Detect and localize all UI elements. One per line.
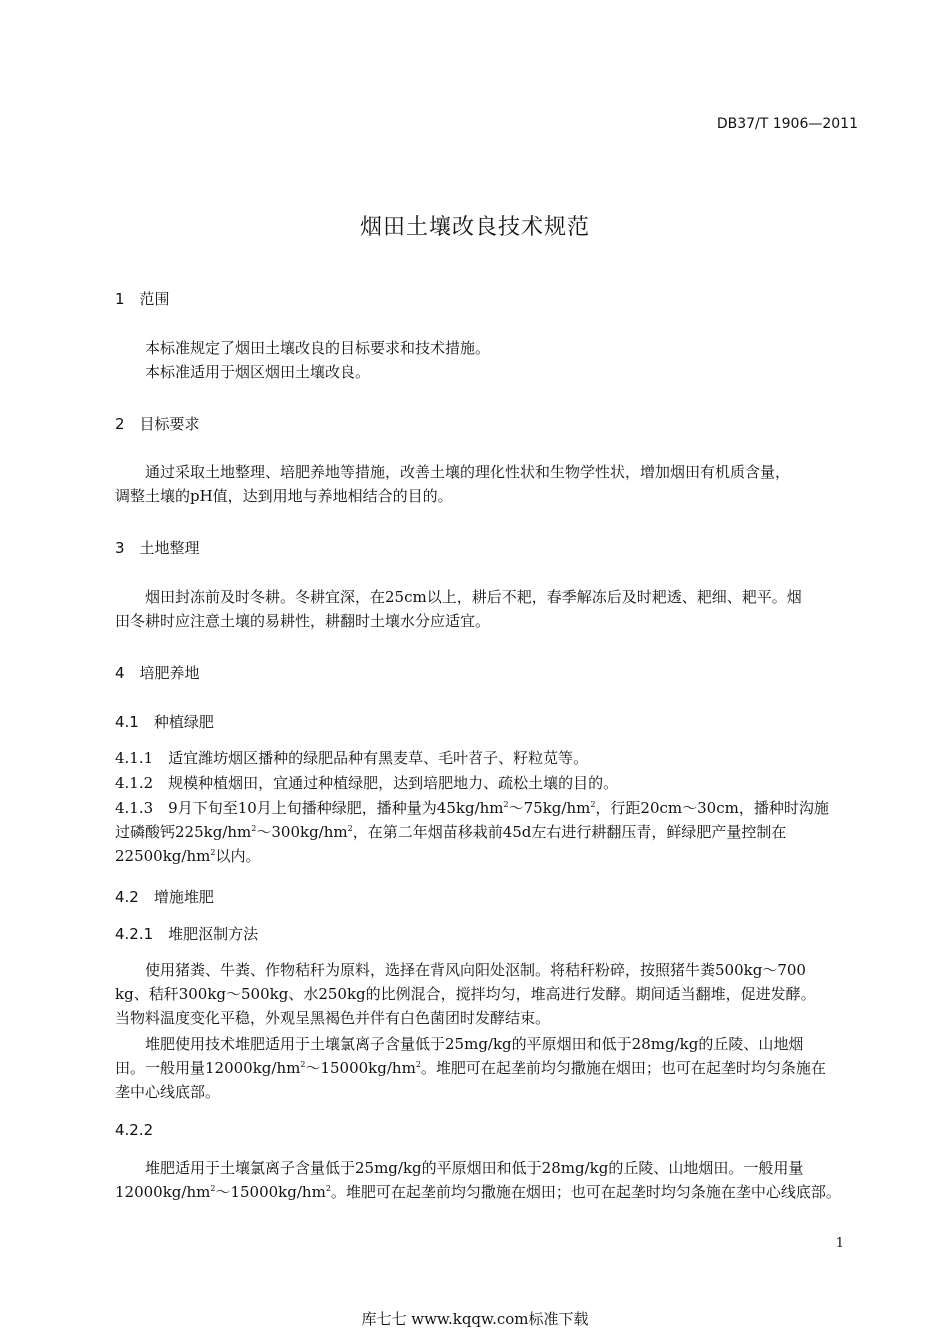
paragraph-line: 本标准规定了烟田土壤改良的目标要求和技术措施。 — [145, 339, 491, 357]
paragraph-line: 烟田封冻前及时冬耕。冬耕宜深，在25cm以上，耕后不耙，春季解冻后及时耙透、耙细、耙平。烟 — [145, 588, 802, 606]
section-2-body — [115, 460, 860, 508]
section-4-heading: 4 培肥养地 — [115, 664, 200, 682]
standard-number: DB37/T 1906—2011 — [716, 116, 858, 132]
page-number: 1 — [835, 1236, 844, 1251]
section-4-2-heading: 4.2 增施堆肥 — [115, 888, 214, 906]
section-4-2-1-heading: 4.2.1 堆肥沤制方法 — [115, 925, 259, 943]
paragraph-line: $12000kg/hm^2\sim 15000kg/hm^2$。堆肥可在起垄前均匀撒施在烟田；也可在起垄时均匀条施在垄中心线底部。 — [115, 1183, 841, 1201]
section-1-heading: 1 范围 — [115, 290, 170, 308]
paragraph-line: 本标准适用于烟区烟田土壤改良。 — [145, 363, 371, 381]
paragraph-line: 堆肥使用技术堆肥适用于土壤氯离子含量低于25mg/kg的平原烟田和低于28mg/kg的丘陵、山地烟 — [145, 1035, 804, 1053]
paragraph-line: 田冬耕时应注意土壤的易耕性，耕翻时土壤水分应适宜。 — [115, 612, 491, 630]
section-4-2-2-heading: 4.2.2 — [115, 1121, 154, 1139]
section-2-heading: 2 目标要求 — [115, 415, 200, 433]
paragraph-line: 垄中心线底部。 — [115, 1083, 221, 1101]
paragraph-line: $22500kg/hm^2$以内。 — [115, 847, 261, 865]
paragraph-line: 4.1.3 9月下旬至10月上旬播种绿肥，播种量为$45kg/hm^2\sim 75kg/hm^2$，行距20cm～30cm，播种时沟施 — [115, 799, 829, 817]
section-4-2-1-paragraph-1 — [115, 958, 860, 1030]
paragraph-line: 调整土壤的pH值，达到用地与养地相结合的目的。 — [115, 487, 453, 505]
section-4-2-1-paragraph-2 — [115, 1032, 860, 1104]
clause-4-1-1: 4.1.1 适宜潍坊烟区播种的绿肥品种有黑麦草、毛叶苕子、籽粒苋等。 — [115, 749, 589, 767]
paragraph-line: 使用猪粪、牛粪、作物秸秆为原料，选择在背风向阳处沤制。将秸秆粉碎，按照猪牛粪500kg～700 — [145, 961, 806, 979]
paragraph-line: kg、秸秆300kg～500kg、水250kg的比例混合，搅拌均匀，堆高进行发酵。期间适当翻堆，促进发酵。 — [115, 985, 816, 1003]
paragraph-line: 通过采取土地整理、培肥养地等措施，改善土壤的理化性状和生物学性状，增加烟田有机质含量， — [145, 463, 791, 481]
footer-source-text: 库七七 www.kqqw.com标准下载 — [361, 1310, 589, 1328]
paragraph-line: 田。一般用量$12000kg/hm^2\sim 15000kg/hm^2$。堆肥可在起垄前均匀撒施在烟田；也可在起垄时均匀条施在 — [115, 1059, 826, 1077]
clause-4-1-2: 4.1.2 规模种植烟田，宜通过种植绿肥，达到培肥地力、疏松土壤的目的。 — [115, 774, 619, 792]
section-3-heading: 3 土地整理 — [115, 539, 200, 557]
section-1-body — [115, 336, 860, 384]
section-4-1-heading: 4.1 种植绿肥 — [115, 713, 214, 731]
paragraph-line: 堆肥适用于土壤氯离子含量低于25mg/kg的平原烟田和低于28mg/kg的丘陵、山地烟田。一般用量 — [145, 1159, 804, 1177]
section-3-body — [115, 585, 860, 633]
document-title: 烟田土壤改良技术规范 — [359, 215, 590, 240]
section-4-1-3 — [115, 796, 860, 868]
section-4-1-2 — [115, 771, 860, 795]
paragraph-line: 当物料温度变化平稳，外观呈黑褐色并伴有白色菌团时发酵结束。 — [115, 1009, 551, 1027]
section-4-1-1 — [115, 746, 860, 770]
paragraph-line: 过磷酸钙$225kg/hm^2\sim 300kg/hm^2$，在第二年烟苗移栽前45d左右进行耕翻压青，鲜绿肥产量控制在 — [115, 823, 787, 841]
section-4-2-2-body — [115, 1156, 860, 1204]
